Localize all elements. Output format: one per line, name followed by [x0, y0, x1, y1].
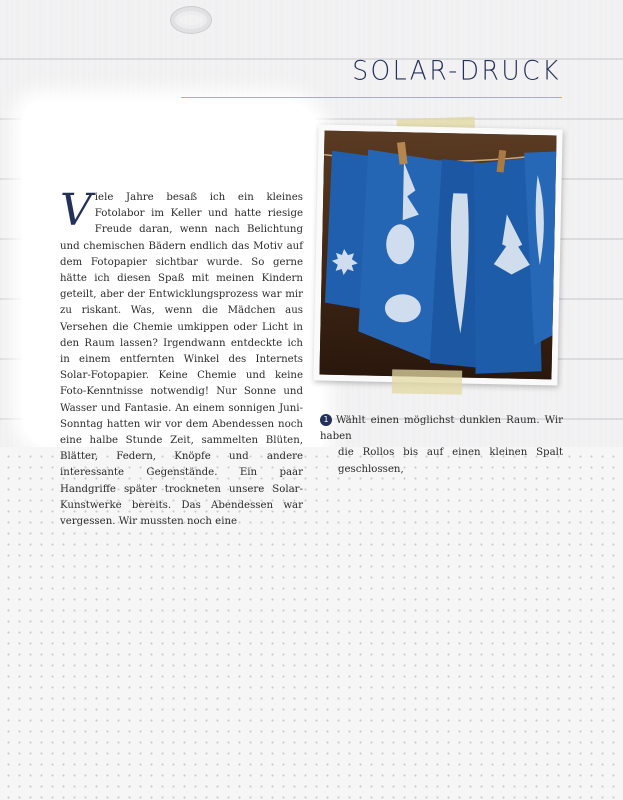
tape-strip-bottom — [392, 369, 462, 394]
intro-paragraph — [60, 185, 303, 528]
drop-cap: V — [60, 185, 92, 236]
photo-frame — [313, 124, 562, 385]
intro-text: iele Jahre besaß ich ein kleines Fotolabor im Keller und hatte riesige Freude daran, wenn nach Belichtung und chemischen Bädern endlich das Motiv auf dem Fotopapier sichtbar wurde. So gerne hätte ich diesen Spaß mit meinen Kindern geteilt, aber der Entwicklungsprozess war mir zu riskant. Was, wenn die Mädchen aus Versehen die Chemie umkippen oder Licht in den Raum lassen? Irgendwann entdeckte ich in einem entfernten Winkel des Internets Solar-Fotopapier. Keine Chemie und keine Foto-Kenntnisse notwendig! Nur Sonne und Wasser und Fantasie. An einem sonnigen Juni-Sonntag hatten wir vor dem Abendessen noch eine halbe Stunde Zeit, sammelten Blüten, Blätter, Federn, Knöpfe und andere interessante Gegenstände. Ein paar Handgriffe später trockneten unsere Solar-Kunstwerke bereits. Das Abendessen war vergessen. Wir mussten noch eine — [60, 192, 303, 528]
page-title: SOLAR-DRUCK — [352, 55, 561, 86]
cyanotype-illustration — [319, 131, 556, 380]
cyanotype-photo — [319, 131, 556, 380]
title-underline — [181, 97, 562, 98]
step-text-line1: Wählt einen möglichst dunklen Raum. Wir haben — [320, 415, 563, 443]
step-1 — [320, 413, 563, 475]
step-text-line2: die Rollos bis auf einen kleinen Spalt geschlossen, — [338, 447, 563, 475]
step-number-badge: 1 — [320, 414, 332, 426]
wood-knot — [170, 6, 212, 34]
